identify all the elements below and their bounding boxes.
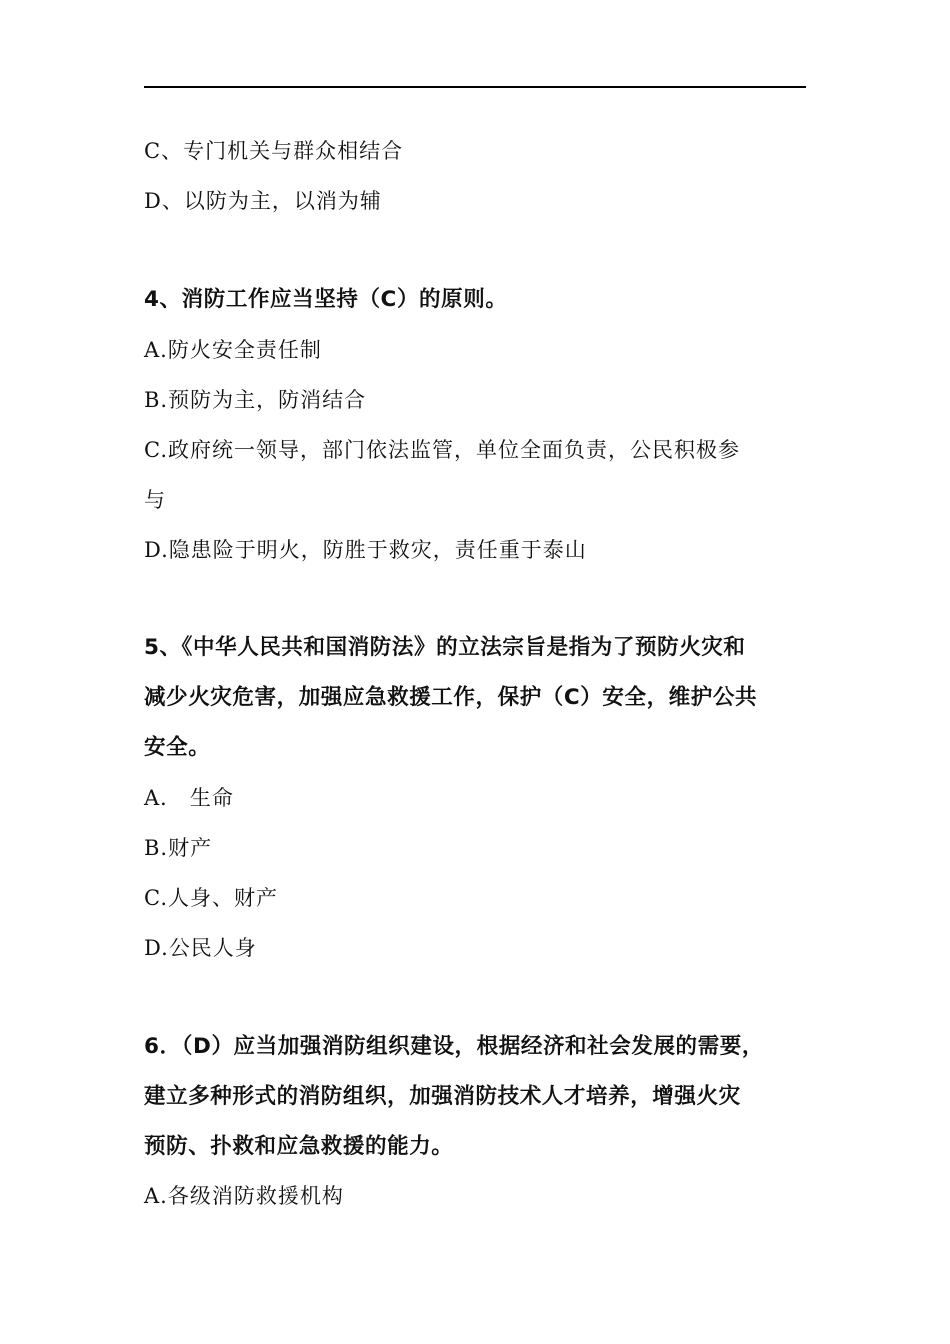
option-5c: C.人身、财产 xyxy=(144,886,278,910)
option-3c: C、专门机关与群众相结合 xyxy=(144,139,404,163)
question-6-line-1: 6．（D）应当加强消防组织建设，根据经济和社会发展的需要， xyxy=(144,1034,764,1059)
option-5d: D.公民人身 xyxy=(144,936,257,960)
question-5-line-3: 安全。 xyxy=(144,735,211,760)
option-6a: A.各级消防救援机构 xyxy=(144,1184,344,1208)
option-3d: D、以防为主，以消为辅 xyxy=(144,189,382,213)
question-5-line-2: 减少火灾危害，加强应急救援工作，保护（C）安全，维护公共 xyxy=(144,685,758,710)
option-5b: B.财产 xyxy=(144,836,213,860)
question-5-line-1: 5、《中华人民共和国消防法》的立法宗旨是指为了预防火灾和 xyxy=(144,635,746,660)
question-6-line-3: 预防、扑救和应急救援的能力。 xyxy=(144,1134,454,1159)
option-4c-continued: 与 xyxy=(144,488,166,512)
option-4a: A.防火安全责任制 xyxy=(144,338,322,362)
option-5a: A． 生命 xyxy=(144,786,234,810)
option-4d: D.隐患险于明火，防胜于救灾，责任重于泰山 xyxy=(144,538,587,562)
question-6-line-2: 建立多种形式的消防组织，加强消防技术人才培养，增强火灾 xyxy=(144,1084,741,1109)
header-rule xyxy=(144,86,806,88)
question-4: 4、消防工作应当坚持（C）的原则。 xyxy=(144,287,508,312)
option-4b: B.预防为主，防消结合 xyxy=(144,388,367,412)
option-4c: C.政府统一领导，部门依法监管，单位全面负责，公民积极参 xyxy=(144,438,740,462)
